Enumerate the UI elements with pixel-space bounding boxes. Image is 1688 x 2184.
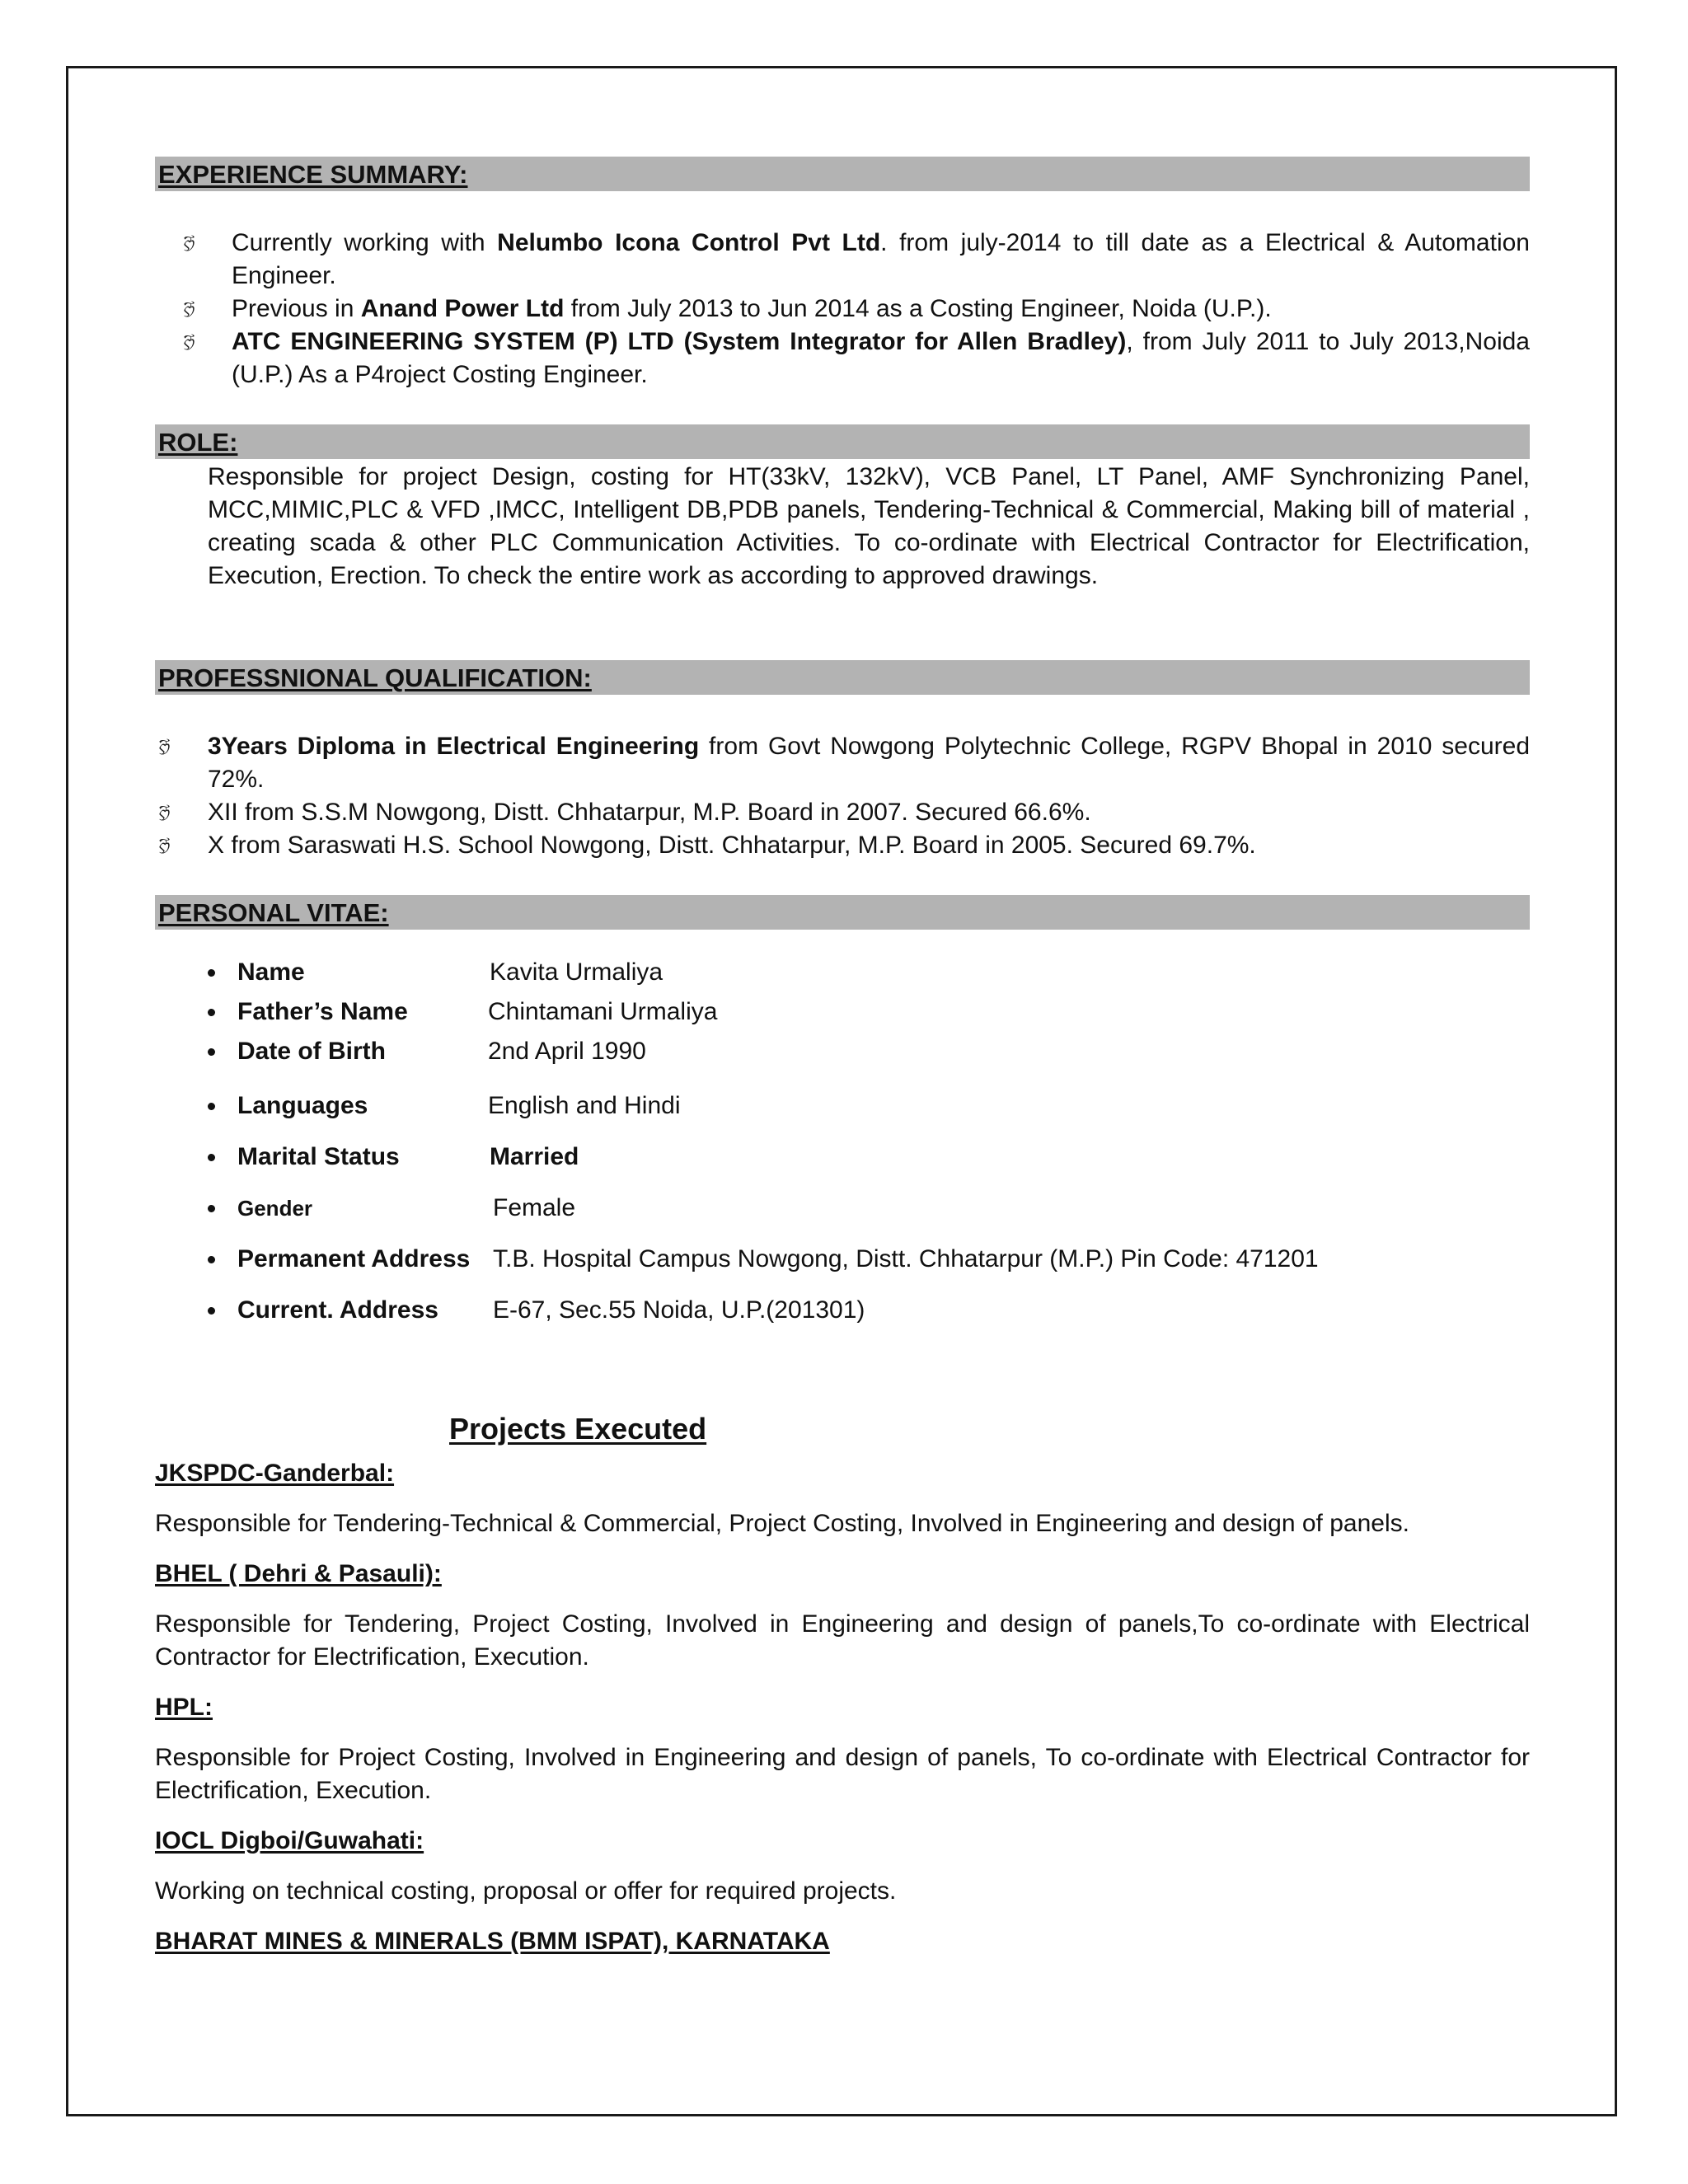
projects-title: Projects Executed	[449, 1412, 707, 1446]
project-name: BHARAT MINES & MINERALS (BMM ISPAT), KARNATAKA	[155, 1928, 830, 1955]
vitae-row-name: Name Kavita Urmaliya	[208, 956, 1530, 996]
hook-bullet-icon: 🙑	[158, 733, 171, 759]
vitae-row-father: Father’s Name Chintamani Urmaliya	[208, 996, 1530, 1035]
resume-content	[155, 157, 1530, 1958]
bullet-dot-icon	[208, 1307, 215, 1315]
project-name: JKSPDC-Ganderbal:	[155, 1460, 395, 1487]
hook-bullet-icon: 🙑	[183, 329, 196, 354]
vitae-row-current-address: Current. Address E-67, Sec.55 Noida, U.P.(201301)	[208, 1294, 1530, 1327]
experience-item: 🙑 Currently working with Nelumbo Icona Control Pvt Ltd. from july-2014 to till date as a Electrical & Automation Engineer.	[155, 227, 1530, 293]
experience-list	[155, 227, 1530, 391]
hook-bullet-icon: 🙑	[158, 832, 171, 858]
project-name: IOCL Digboi/Guwahati:	[155, 1827, 424, 1854]
bullet-dot-icon	[208, 969, 215, 977]
vitae-table	[208, 956, 1530, 1327]
vitae-heading: PERSONAL VITAE:	[155, 895, 1530, 930]
bullet-dot-icon	[208, 1154, 215, 1161]
bullet-dot-icon	[208, 1103, 215, 1110]
experience-item: 🙑 Previous in Anand Power Ltd from July 2013 to Jun 2014 as a Costing Engineer, Noida (U.P.).	[155, 293, 1530, 326]
project-desc: Working on technical costing, proposal or offer for required projects.	[155, 1877, 897, 1905]
project-name: BHEL ( Dehri & Pasauli):	[155, 1560, 442, 1587]
vitae-row-permanent-address: Permanent Address T.B. Hospital Campus Nowgong, Distt. Chhatarpur (M.P.) Pin Code: 471201	[208, 1243, 1530, 1294]
role-text: Responsible for project Design, costing for HT(33kV, 132kV), VCB Panel, LT Panel, AMF Synchronizing Panel, MCC,MIMIC,PLC & VFD ,IMCC, Intelligent DB,PDB panels, Tendering-Technical & Commercial, Making bill of material , creating scada & other PLC Communication Activities. To co-ordinate with Electrical Contractor for Electrification, Execution, Erection. To check the entire work as according to approved drawings.	[208, 463, 1530, 589]
vitae-row-gender: Gender Female	[208, 1192, 1530, 1243]
bullet-dot-icon	[208, 1048, 215, 1056]
project-desc: Responsible for Tendering-Technical & Commercial, Project Costing, Involved in Engineering and design of panels.	[155, 1510, 1409, 1537]
bullet-dot-icon	[208, 1009, 215, 1016]
qualification-heading: PROFESSNIONAL QUALIFICATION:	[155, 660, 1530, 695]
qualification-item: 🙑 3Years Diploma in Electrical Engineering from Govt Nowgong Polytechnic College, RGPV Bhopal in 2010 secured 72%.	[155, 730, 1530, 796]
role-heading: ROLE:	[155, 424, 1530, 459]
project-desc: Responsible for Tendering, Project Costing, Involved in Engineering and design of panels,To co-ordinate with Electrical Contractor for Electrification, Execution.	[155, 1610, 1530, 1671]
vitae-row-marital: Marital Status Married	[208, 1141, 1530, 1192]
project-name: HPL:	[155, 1694, 213, 1721]
project-desc: Responsible for Project Costing, Involved in Engineering and design of panels, To co-ordinate with Electrical Contractor for Electrification, Execution.	[155, 1744, 1530, 1804]
hook-bullet-icon: 🙑	[158, 799, 171, 825]
bullet-dot-icon	[208, 1205, 215, 1212]
experience-heading: EXPERIENCE SUMMARY:	[155, 157, 1530, 191]
qualification-item: 🙑 X from Saraswati H.S. School Nowgong, Distt. Chhatarpur, M.P. Board in 2005. Secured 69.7%.	[155, 829, 1530, 862]
qualification-list	[155, 730, 1530, 862]
qualification-item: 🙑 XII from S.S.M Nowgong, Distt. Chhatarpur, M.P. Board in 2007. Secured 66.6%.	[155, 796, 1530, 829]
vitae-row-languages: Languages English and Hindi	[208, 1090, 1530, 1141]
vitae-row-dob: Date of Birth 2nd April 1990	[208, 1035, 1530, 1090]
hook-bullet-icon: 🙑	[183, 296, 196, 321]
bullet-dot-icon	[208, 1256, 215, 1263]
experience-item: 🙑 ATC ENGINEERING SYSTEM (P) LTD (System Integrator for Allen Bradley), from July 2011 to July 2013,Noida (U.P.) As a P4roject Costing Engineer.	[155, 326, 1530, 391]
hook-bullet-icon: 🙑	[183, 230, 196, 255]
